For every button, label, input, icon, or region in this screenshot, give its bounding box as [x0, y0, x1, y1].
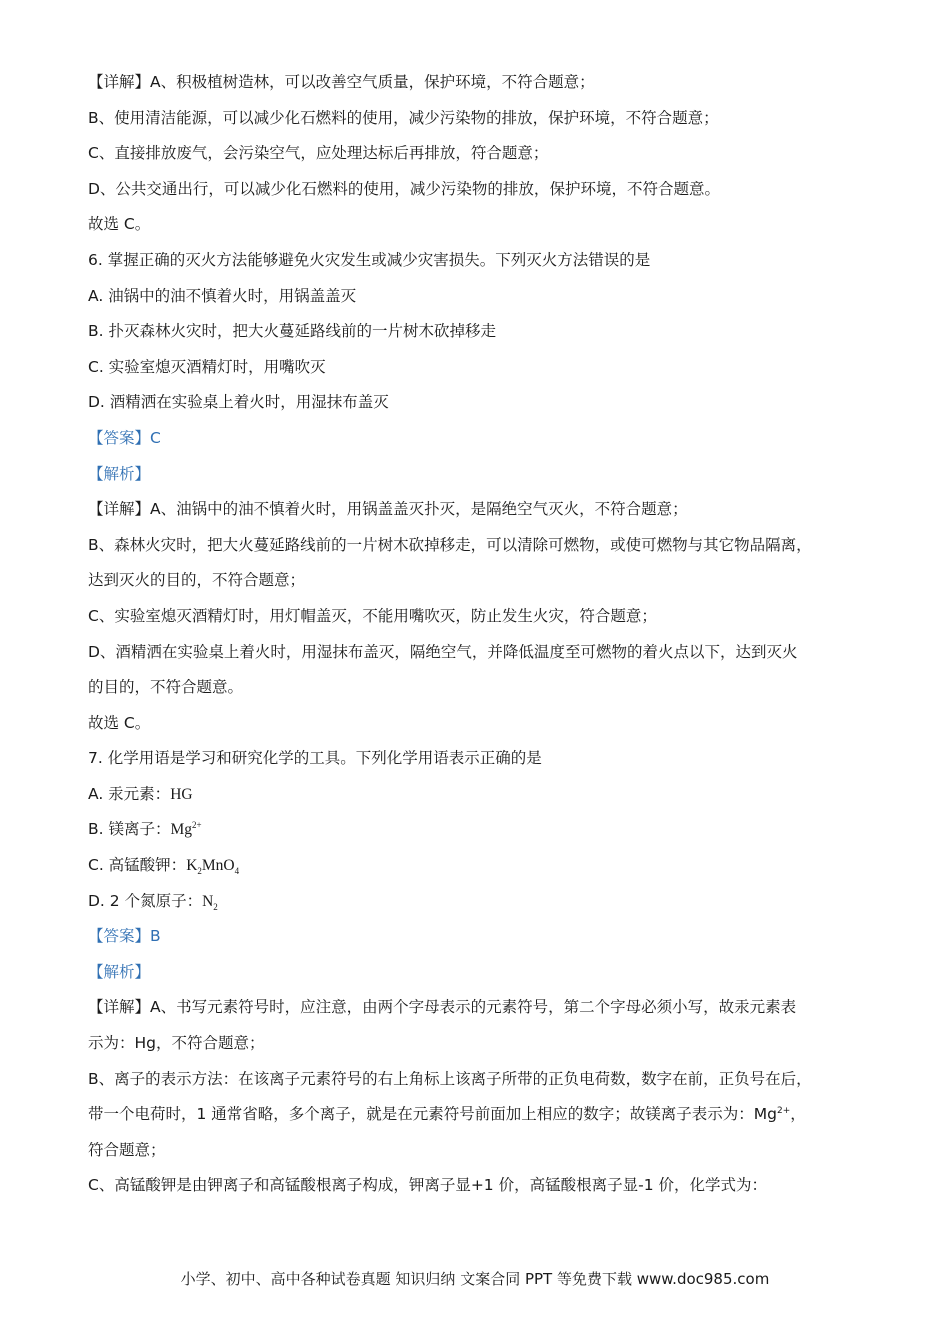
text-line: D、公共交通出行，可以减少化石燃料的使用，减少污染物的排放，保护环境，不符合题意。	[88, 179, 720, 198]
analysis-label: 【解析】	[88, 464, 151, 483]
text-segment: ，	[790, 1105, 806, 1124]
option-c-sub1: 2	[197, 866, 202, 877]
option-c-label: C. 高锰酸钾：	[88, 856, 187, 875]
text-line: C、实验室熄灭酒精灯时，用灯帽盖灭，不能用嘴吹灭，防止发生火灾，符合题意；	[88, 606, 657, 625]
option-line: B. 扑灭森林火灾时，把大火蔓延路线前的一片树木砍掉移走	[88, 322, 496, 341]
option-c	[88, 855, 878, 891]
text-line: B、森林火灾时，把大火蔓延路线前的一片树木砍掉移走，可以清除可燃物，或使可燃物与其它物品隔离，	[88, 535, 812, 554]
text-line	[88, 1104, 878, 1140]
text-line: 【详解】A、油锅中的油不慎着火时，用锅盖盖灭扑灭，是隔绝空气灭火，不符合题意；	[88, 500, 688, 519]
document-body	[88, 72, 878, 1211]
option-line: C. 实验室熄灭酒精灯时，用嘴吹灭	[88, 357, 326, 376]
option-d-sub: 2	[213, 901, 218, 912]
option-a	[88, 784, 878, 820]
text-line: 达到灭火的目的，不符合题意；	[88, 571, 306, 590]
text-line: 【详解】A、积极植树造林，可以改善空气质量，保护环境，不符合题意；	[88, 73, 595, 91]
option-d	[88, 891, 878, 927]
text-segment: 带一个电荷时，1 通常省略，多个离子，就是在元素符号前面加上相应的数字；故镁离子表示为：Mg	[88, 1105, 778, 1124]
text-line: 示为：Hg，不符合题意；	[88, 1034, 265, 1053]
answer-label: 【答案】C	[88, 428, 161, 447]
option-c-sub2: 4	[234, 866, 240, 877]
option-c-formula-mno: MnO	[201, 857, 235, 875]
question-6: 6. 掌握正确的灭火方法能够避免火灾发生或减少灾害损失。下列灭火方法错误的是	[88, 250, 651, 269]
option-line: D. 酒精洒在实验桌上着火时，用湿抹布盖灭	[88, 393, 389, 412]
option-c-formula-k: K	[186, 857, 198, 875]
question-7: 7. 化学用语是学习和研究化学的工具。下列化学用语表示正确的是	[88, 749, 542, 768]
text-line: 【详解】A、书写元素符号时，应注意，由两个字母表示的元素符号，第二个字母必须小写，故汞元素表	[88, 998, 797, 1017]
answer-label: 【答案】B	[88, 927, 161, 946]
option-d-formula: N	[202, 892, 214, 910]
text-line: 的目的，不符合题意。	[88, 678, 244, 697]
analysis-label: 【解析】	[88, 962, 151, 981]
text-line: B、离子的表示方法：在该离子元素符号的右上角标上该离子所带的正负电荷数，数字在前，正负号在后，	[88, 1069, 812, 1088]
text-line: C、直接排放废气，会污染空气，应处理达标后再排放，符合题意；	[88, 144, 549, 163]
text-line: D、酒精洒在实验桌上着火时，用湿抹布盖灭，隔绝空气，并降低温度至可燃物的着火点以下，达到灭火	[88, 642, 798, 661]
text-line: 符合题意；	[88, 1140, 166, 1159]
text-line: C、高锰酸钾是由钾离子和高锰酸根离子构成，钾离子显+1 价，高锰酸根离子显-1 价，化学式为：	[88, 1176, 767, 1195]
text-line: 故选 C。	[88, 713, 151, 732]
option-b-formula: Mg	[170, 821, 193, 839]
option-b-label: B. 镁离子：	[88, 820, 171, 839]
text-line: 故选 C。	[88, 215, 151, 234]
option-b-charge: 2+	[192, 820, 202, 831]
option-d-label: D. 2 个氮原子：	[88, 891, 203, 910]
option-b	[88, 819, 878, 855]
text-line: B、使用清洁能源，可以减少化石燃料的使用，减少污染物的排放，保护环境，不符合题意；	[88, 108, 719, 127]
option-a-label: A. 汞元素：	[88, 784, 171, 803]
mg-charge: 2+	[777, 1106, 791, 1117]
option-line: A. 油锅中的油不慎着火时，用锅盖盖灭	[88, 286, 357, 305]
page-footer: 小学、初中、高中各种试卷真题 知识归纳 文案合同 PPT 等免费下载 www.doc985.com	[180, 1270, 770, 1288]
option-a-formula: HG	[170, 785, 193, 803]
